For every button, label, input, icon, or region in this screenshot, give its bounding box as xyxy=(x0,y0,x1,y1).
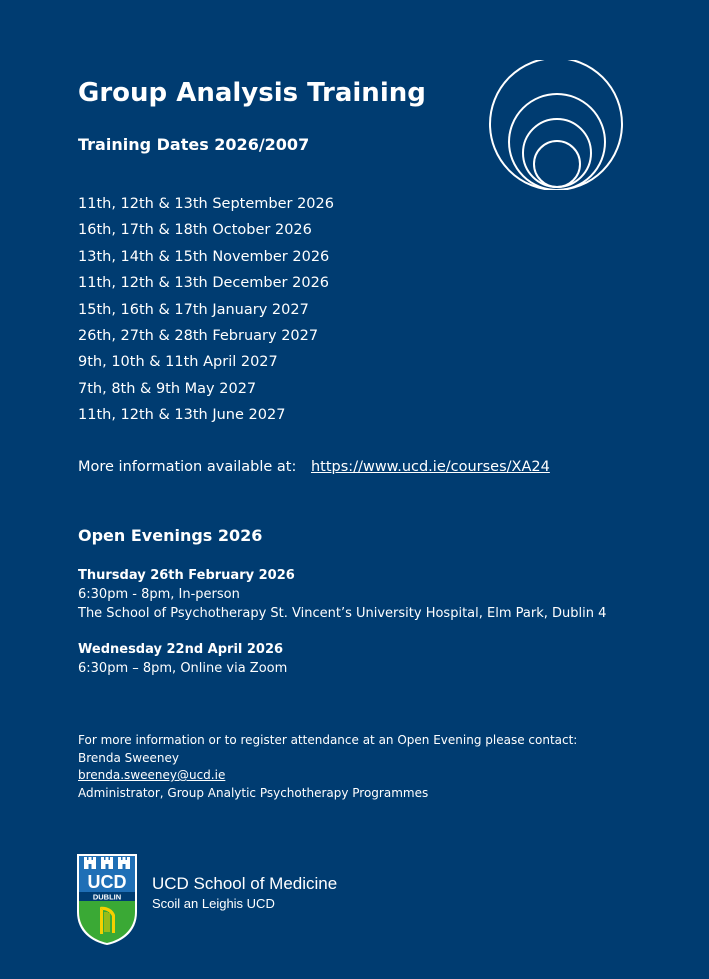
ucd-crest-logo xyxy=(76,852,138,946)
contact-name: Brenda Sweeney xyxy=(78,750,179,765)
training-date: 9th, 10th & 11th April 2027 xyxy=(78,354,278,371)
training-date: 11th, 12th & 13th September 2026 xyxy=(78,196,334,212)
training-date: 13th, 14th & 15th November 2026 xyxy=(78,248,330,265)
event-time: 6:30pm – 8pm, Online via Zoom xyxy=(78,661,288,676)
event-date: Wednesday 22nd April 2026 xyxy=(78,642,284,657)
concentric-circles-icon xyxy=(487,60,627,190)
training-date: 26th, 27th & 28th February 2027 xyxy=(78,327,319,344)
more-info-label: More information available at: xyxy=(78,459,297,475)
contact-intro: For more information or to register attendance at an Open Evening please contact: xyxy=(78,733,578,747)
open-evening-event xyxy=(78,566,606,623)
training-date: 7th, 8th & 9th May 2027 xyxy=(78,380,257,397)
event-time: 6:30pm - 8pm, In-person xyxy=(78,587,240,602)
school-name: UCD School of Medicine xyxy=(152,874,338,893)
contact-email-link[interactable]: brenda.sweeney@ucd.ie xyxy=(78,768,226,782)
school-name-block xyxy=(152,874,337,913)
contact-block xyxy=(78,732,577,802)
more-info-line xyxy=(78,459,550,475)
training-date: 15th, 16th & 17th January 2027 xyxy=(78,301,309,318)
crest-text-dublin: DUBLIN xyxy=(92,892,122,902)
school-name-irish: Scoil an Leighis UCD xyxy=(152,896,275,911)
event-date: Thursday 26th February 2026 xyxy=(78,568,295,583)
crest-text-ucd: UCD xyxy=(87,872,127,892)
training-date: 16th, 17th & 18th October 2026 xyxy=(78,222,312,239)
page-title: Group Analysis Training xyxy=(78,78,426,108)
contact-role: Administrator, Group Analytic Psychotherapy Programmes xyxy=(78,785,429,800)
training-date: 11th, 12th & 13th December 2026 xyxy=(78,275,330,292)
training-dates-heading: Training Dates 2026/2007 xyxy=(78,135,310,154)
training-date: 11th, 12th & 13th June 2027 xyxy=(78,407,286,424)
course-link[interactable]: https://www.ucd.ie/courses/XA24 xyxy=(310,459,550,475)
open-evenings-heading: Open Evenings 2026 xyxy=(78,526,263,545)
event-location: The School of Psychotherapy St. Vincent’s University Hospital, Elm Park, Dublin 4 xyxy=(78,606,607,621)
training-dates-list xyxy=(78,194,334,432)
open-evening-event xyxy=(78,640,287,678)
